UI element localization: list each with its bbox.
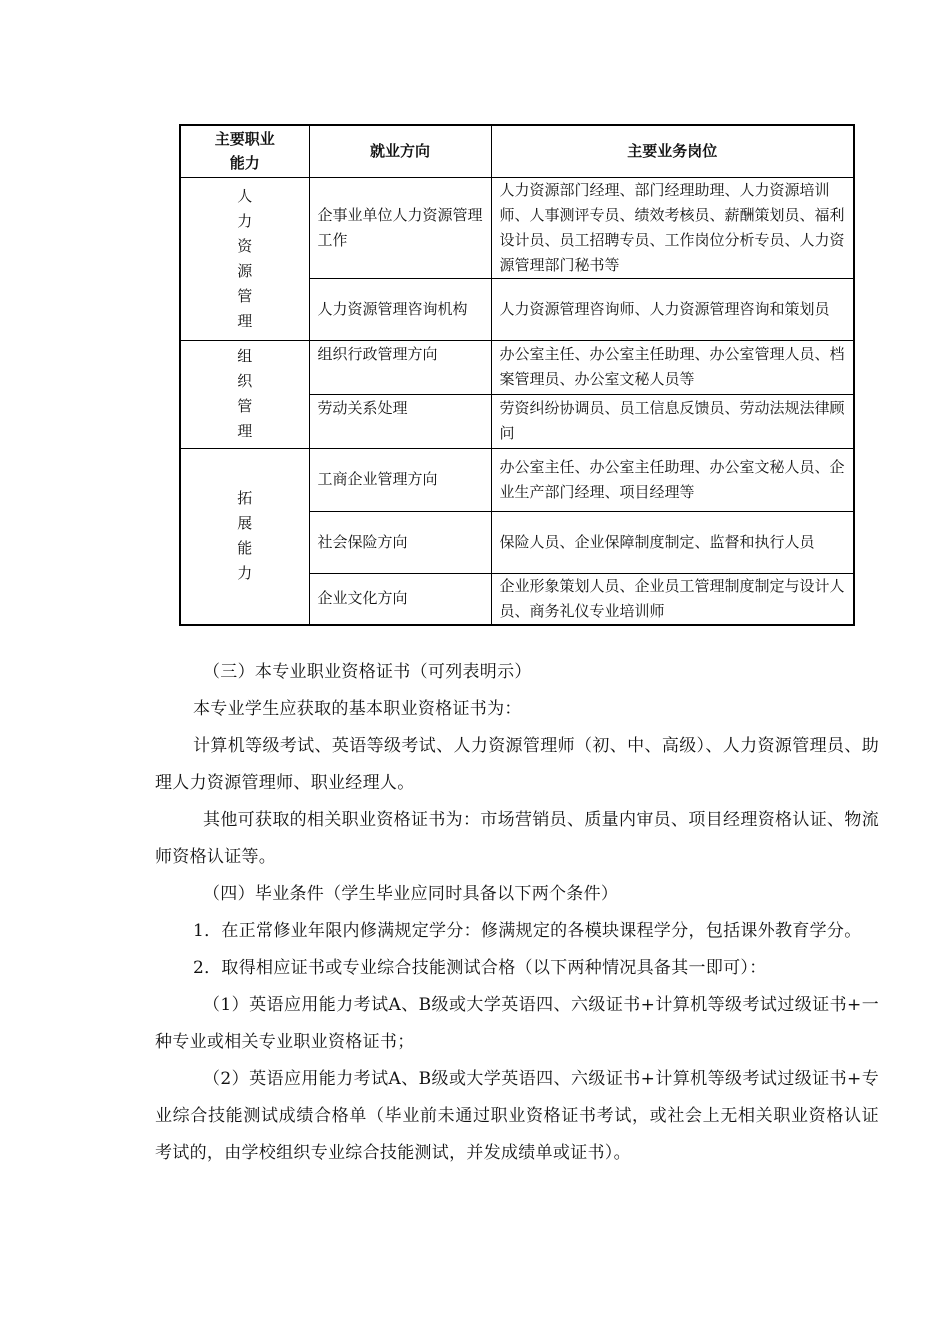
direction-cell: 劳动关系处理 bbox=[309, 394, 491, 448]
paragraph: 其他可获取的相关职业资格证书为：市场营销员、质量内审员、项目经理资格认证、物流师资格认证等。 bbox=[155, 810, 879, 867]
career-table bbox=[179, 124, 855, 626]
direction-cell: 工商企业管理方向 bbox=[309, 448, 491, 511]
body-text bbox=[155, 654, 879, 1172]
table-row bbox=[180, 177, 854, 278]
section-heading-certificates: （三）本专业职业资格证书（可列表明示） bbox=[203, 662, 532, 682]
posts-cell: 办公室主任、办公室主任助理、办公室管理人员、档案管理员、办公室文秘人员等 bbox=[491, 340, 854, 394]
section-heading-graduation: （四）毕业条件（学生毕业应同时具备以下两个条件） bbox=[203, 884, 619, 904]
direction-cell: 企业文化方向 bbox=[309, 573, 491, 625]
paragraph: （1）英语应用能力考试A、B级或大学英语四、六级证书+计算机等级考试过级证书+一种专业或相关专业职业资格证书； bbox=[155, 995, 879, 1052]
table-row bbox=[180, 340, 854, 394]
direction-cell: 企事业单位人力资源管理工作 bbox=[309, 177, 491, 278]
ability-cell: 拓展能力 bbox=[180, 448, 309, 625]
posts-cell: 保险人员、企业保障制度制定、监督和执行人员 bbox=[491, 511, 854, 573]
ability-cell: 人力资源管理 bbox=[180, 177, 309, 340]
paragraph: 计算机等级考试、英语等级考试、人力资源管理师（初、中、高级）、人力资源管理员、助理人力资源管理师、职业经理人。 bbox=[155, 736, 879, 793]
posts-cell: 劳资纠纷协调员、员工信息反馈员、劳动法规法律顾问 bbox=[491, 394, 854, 448]
header-ability: 主要职业 能力 bbox=[180, 125, 309, 177]
header-posts: 主要业务岗位 bbox=[491, 125, 854, 177]
posts-cell: 人力资源部门经理、部门经理助理、人力资源培训师、人事测评专员、绩效考核员、薪酬策划员、福利设计员、员工招聘专员、工作岗位分析专员、人力资源管理部门秘书等 bbox=[491, 177, 854, 278]
table-header-row bbox=[180, 125, 854, 177]
header-direction: 就业方向 bbox=[309, 125, 491, 177]
direction-cell: 人力资源管理咨询机构 bbox=[309, 278, 491, 340]
posts-cell: 办公室主任、办公室主任助理、办公室文秘人员、企业生产部门经理、项目经理等 bbox=[491, 448, 854, 511]
paragraph: 本专业学生应获取的基本职业资格证书为： bbox=[193, 699, 522, 719]
direction-cell: 组织行政管理方向 bbox=[309, 340, 491, 394]
direction-cell: 社会保险方向 bbox=[309, 511, 491, 573]
table-row bbox=[180, 448, 854, 511]
paragraph: （2）英语应用能力考试A、B级或大学英语四、六级证书+计算机等级考试过级证书+专业综合技能测试成绩合格单（毕业前未通过职业资格证书考试，或社会上无相关职业资格认证考试的，由学校组织专业综合技能测试，并发成绩单或证书）。 bbox=[155, 1069, 879, 1163]
ability-cell: 组织管理 bbox=[180, 340, 309, 448]
posts-cell: 企业形象策划人员、企业员工管理制度制定与设计人员、商务礼仪专业培训师 bbox=[491, 573, 854, 625]
paragraph: 2．取得相应证书或专业综合技能测试合格（以下两种情况具备其一即可）： bbox=[193, 958, 767, 978]
posts-cell: 人力资源管理咨询师、人力资源管理咨询和策划员 bbox=[491, 278, 854, 340]
paragraph: 1．在正常修业年限内修满规定学分：修满规定的各模块课程学分，包括课外教育学分。 bbox=[193, 921, 862, 941]
